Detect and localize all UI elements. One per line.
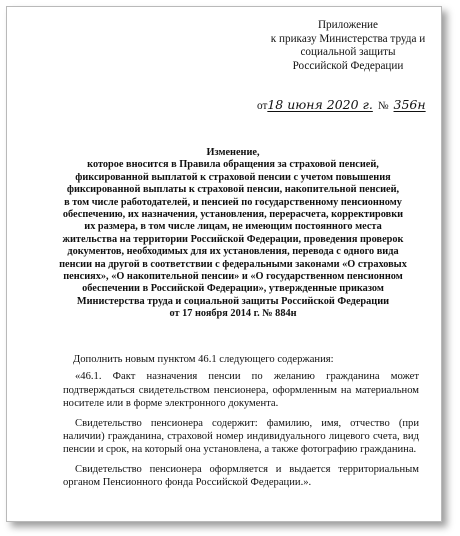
lead-sentence: Дополнить новым пунктом 46.1 следующего содержания: xyxy=(73,354,334,365)
title-line: от 17 ноября 2014 г. № 884н xyxy=(169,308,297,320)
appendix-line: социальной защиты xyxy=(300,46,396,59)
order-from-label: от xyxy=(257,100,268,112)
appendix-line: к приказу Министерства труда и xyxy=(270,32,426,45)
order-reference xyxy=(257,97,426,112)
title-line: их размера, в том числе лицам, не имеющим постоянного места xyxy=(84,221,382,233)
title-line: пенсиях», «О накопительной пенсии» и «О государственном пенсионном xyxy=(63,271,403,283)
title-line: обеспечению, их назначения, установления, перерасчета, корректировки xyxy=(62,209,404,221)
body-paragraph: «46.1. Факт назначения пенсии по желанию гражданина может подтверждаться свидетельством пенсионера, оформленным на материальном носителе или в форме электронного документа. xyxy=(63,371,419,410)
title-line: которое вносится в Правила обращения за страховой пенсией, xyxy=(87,159,379,171)
title-line: фиксированной выплаты к страховой пенсии, накопительной пенсией, xyxy=(66,184,400,196)
appendix-line: Российской Федерации xyxy=(292,59,404,72)
order-number: 356н xyxy=(393,97,426,112)
title-line: документов, необходимых для их установления, перевода с одного вида xyxy=(67,246,399,258)
title-line: жительства на территории Российской Федерации, проведения проверок xyxy=(62,233,404,245)
title-line: обеспечении в Российской Федерации», утвержденные приказом xyxy=(82,283,384,295)
body-paragraph: Свидетельство пенсионера оформляется и выдается территориальным органом Пенсионного фонда Российской Федерации.». xyxy=(63,463,419,489)
title-line: в том числе работодателей, и пенсией по государственному пенсионному xyxy=(64,196,402,208)
document-body xyxy=(63,353,419,496)
body-paragraph: Свидетельство пенсионера содержит: фамилию, имя, отчество (при наличии) гражданина, страховой номер индивидуального лицевого счета, вид пенсии и срок, на который она установлена, а также фотографию гражданина. xyxy=(63,417,419,456)
order-number-label: № xyxy=(377,100,389,112)
document-title xyxy=(37,147,429,321)
title-line: фиксированной выплатой к страховой пенсии с учетом повышения xyxy=(75,171,391,183)
appendix-header xyxy=(255,19,441,73)
title-line: Министерства труда и социальной защиты Российской Федерации xyxy=(76,295,390,307)
title-line: пенсии на другой в соответствии с федеральными законами «О страховых xyxy=(59,258,407,270)
title-line: Изменение, xyxy=(206,147,260,158)
appendix-line: Приложение xyxy=(317,19,379,31)
order-date: 18 июня 2020 г. xyxy=(267,97,373,112)
document-page xyxy=(6,6,442,522)
